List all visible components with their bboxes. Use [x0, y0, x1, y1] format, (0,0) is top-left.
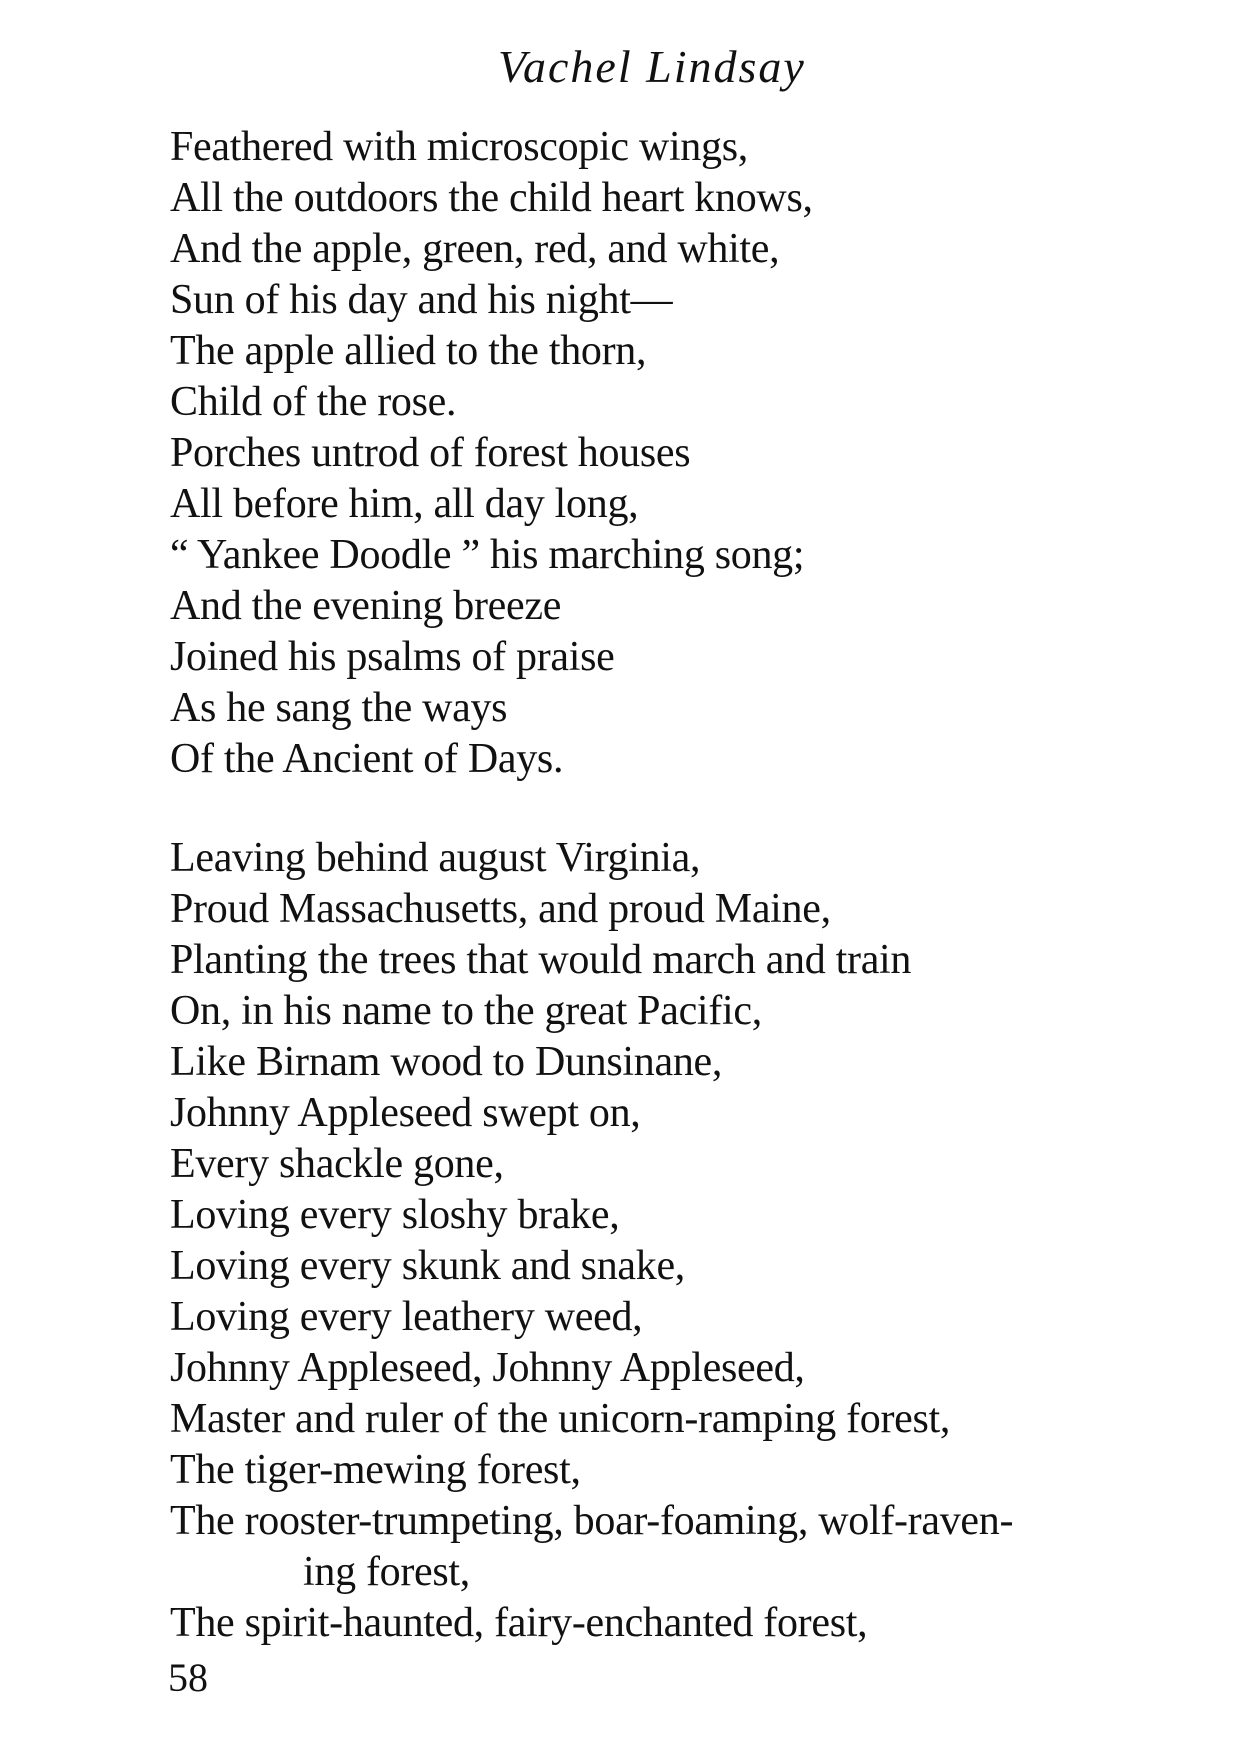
- poem-line: Child of the rose.: [170, 379, 457, 425]
- poem-line-continuation: ing forest,: [303, 1549, 470, 1595]
- poem-line: Master and ruler of the unicorn-ramping forest,: [170, 1396, 951, 1442]
- page-number: 58: [168, 1655, 208, 1700]
- stanza-1: [170, 122, 813, 785]
- poem-line: Of the Ancient of Days.: [170, 736, 564, 782]
- poem-line: Every shackle gone,: [170, 1141, 504, 1187]
- poem-line: Proud Massachusetts, and proud Maine,: [170, 886, 831, 932]
- poem-line: All the outdoors the child heart knows,: [170, 175, 813, 221]
- poem-line: And the evening breeze: [170, 583, 562, 629]
- running-head-author: Vachel Lindsay: [498, 41, 806, 92]
- poem-line: And the apple, green, red, and white,: [170, 226, 780, 272]
- poem-line: Loving every sloshy brake,: [170, 1192, 620, 1238]
- poem-line: “ Yankee Doodle ” his marching song;: [170, 532, 805, 578]
- poem-line: On, in his name to the great Pacific,: [170, 988, 762, 1034]
- poem-line: Leaving behind august Virginia,: [170, 835, 701, 881]
- poem-line: The spirit-haunted, fairy-enchanted forest,: [170, 1600, 868, 1646]
- poem-line: Feathered with microscopic wings,: [170, 124, 748, 170]
- poem-line: The tiger-mewing forest,: [170, 1447, 581, 1493]
- poem-line: Sun of his day and his night—: [170, 277, 673, 323]
- poem-line: Porches untrod of forest houses: [170, 430, 691, 476]
- stanza-2: [170, 833, 1013, 1649]
- poem-line: Johnny Appleseed swept on,: [170, 1090, 641, 1136]
- poem-line: Loving every skunk and snake,: [170, 1243, 686, 1289]
- poem-line: The rooster-trumpeting, boar-foaming, wolf-raven-: [170, 1498, 1014, 1544]
- poem-line: Joined his psalms of praise: [170, 634, 615, 680]
- poem-line: Loving every leathery weed,: [170, 1294, 643, 1340]
- poem-line: As he sang the ways: [170, 685, 508, 731]
- poem-line: Planting the trees that would march and train: [170, 937, 912, 983]
- poem-line: Like Birnam wood to Dunsinane,: [170, 1039, 723, 1085]
- poem-line: All before him, all day long,: [170, 481, 639, 527]
- poem-line: Johnny Appleseed, Johnny Appleseed,: [170, 1345, 805, 1391]
- poem-line: The apple allied to the thorn,: [170, 328, 647, 374]
